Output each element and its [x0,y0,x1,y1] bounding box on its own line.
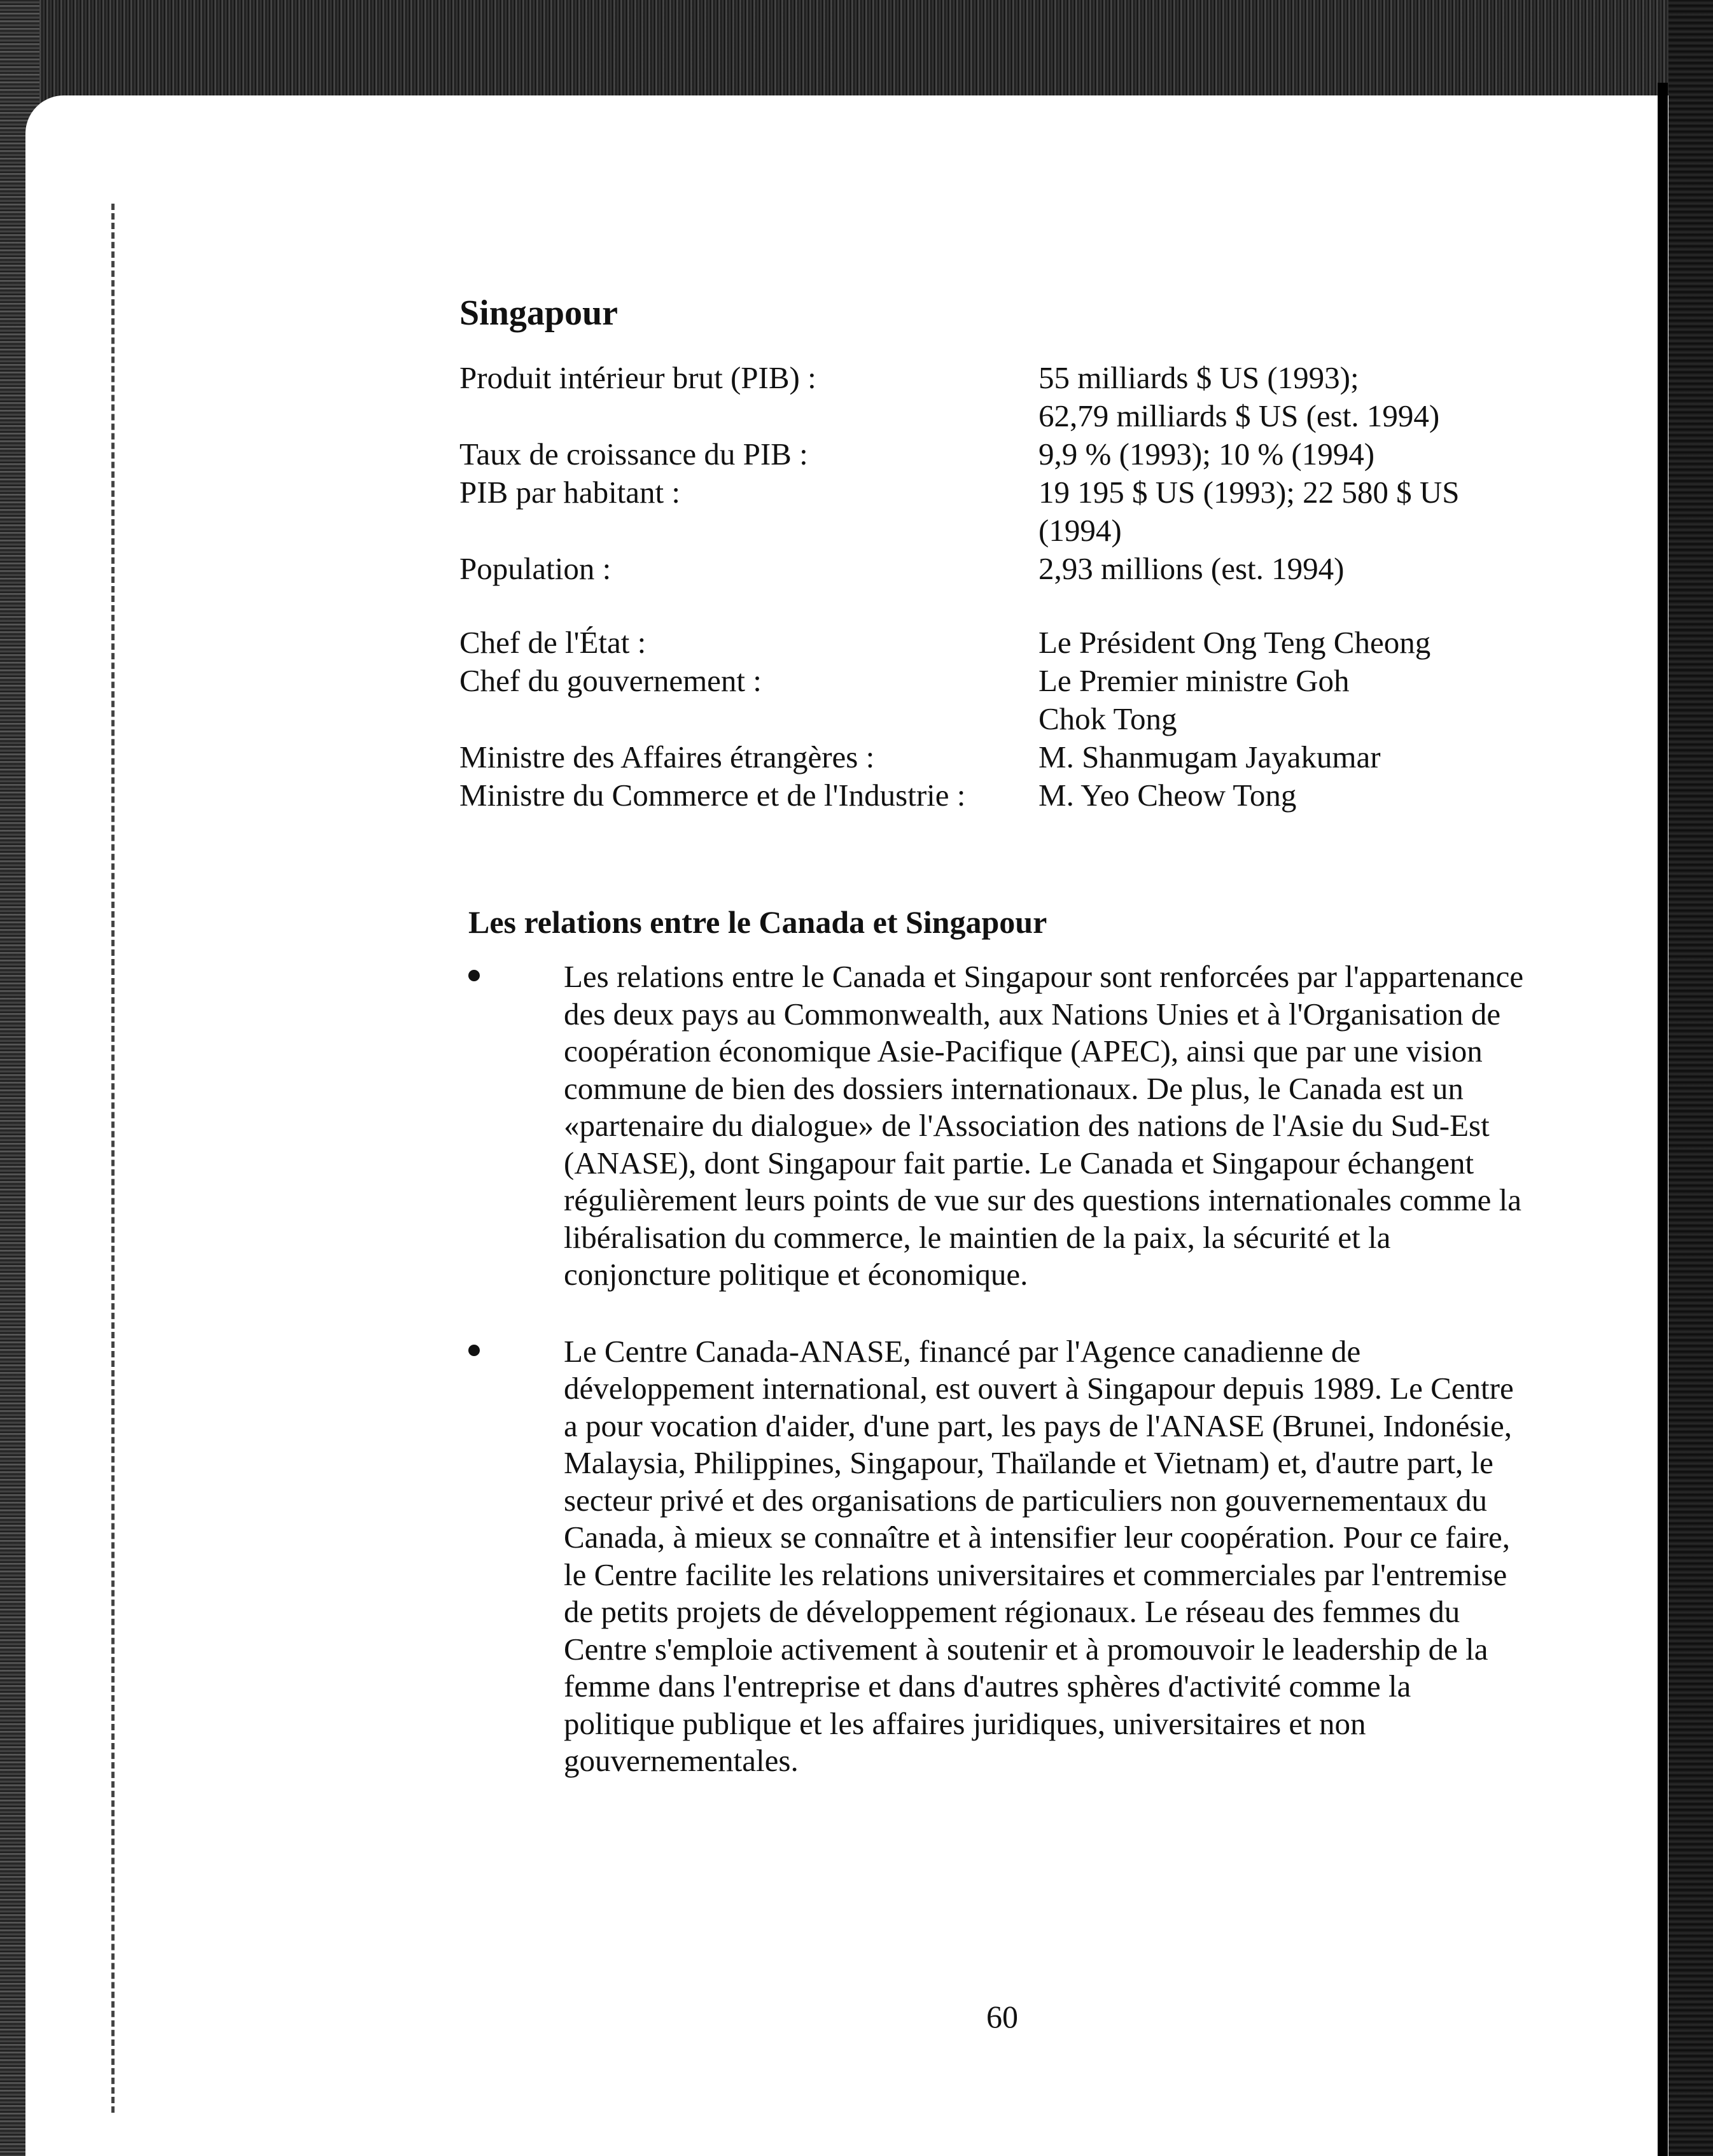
fact-label-population: Population : [459,551,612,586]
bullet-text: Le Centre Canada-ANASE, financé par l'Agence canadienne de développement international, est ouvert à Singapour depuis 1989. Le Centre a pour vocation d'aider, d'une part, les pays de l'ANASE (Brunei, Indonésie, Malaysia, Philippines, Singapour, Thaïlande et Vietnam) et, d'autre part, le secteur privé et des organisations de particuliers non gouvernementaux du Canada, à mieux se connaître et à intensifier leur coopération. Pour ce faire, le Centre facilite les relations universitaires et commerciales par l'entremise de petits projets de développement régionaux. Le réseau des femmes du Centre s'emploie activement à soutenir et à promouvoir le leadership de la femme dans l'entreprise et dans d'autres sphères d'activité comme la politique publique et les affaires juridiques, universitaires et non gouvernementales. [564,1333,1514,1778]
page-title: Singapour [459,293,618,333]
fact-label-trade-minister: Ministre du Commerce et de l'Industrie : [459,778,966,813]
list-item [459,958,1528,1294]
bullet-text: Les relations entre le Canada et Singapour sont renforcées par l'appartenance des deux pays au Commonwealth, aux Nations Unies et à l'Organisation de coopération économique Asie-Pacifique (APEC), ainsi que par une vision commune de bien des dossiers internationaux. De plus, le Canada est un «partenaire du dialogue» de l'Association des nations de l'Asie du Sud-Est (ANASE), dont Singapour fait partie. Le Canada et Singapour échangent régulièrement leurs points de vue sur des questions internationales comme la libéralisation du commerce, le maintien de la paix, la sécurité et la conjoncture politique et économique. [564,959,1524,1292]
binding-dashed-line [111,204,115,2113]
scan-border-top [0,0,1713,108]
fact-label-gdp-per-capita: PIB par habitant : [459,475,681,510]
page-right-edge [1658,83,1668,2156]
list-item [459,1333,1528,1780]
bullet-icon [468,970,480,981]
fact-label-head-of-government: Chef du gouvernement : [459,663,762,698]
fact-value-foreign-minister: M. Shanmugam Jayakumar [1038,739,1381,774]
country-facts-table [459,359,1528,815]
scan-border-right [1668,0,1713,2156]
fact-value-head-of-government: Le Premier ministre Goh Chok Tong [1038,663,1350,736]
fact-label-gdp-growth: Taux de croissance du PIB : [459,437,808,472]
fact-value-gdp-per-capita: 19 195 $ US (1993); 22 580 $ US (1994) [1038,475,1460,548]
page-number: 60 [986,1999,1018,2034]
fact-value-trade-minister: M. Yeo Cheow Tong [1038,778,1297,813]
fact-value-gdp: 55 milliards $ US (1993); 62,79 milliards $ US (est. 1994) [1038,360,1440,433]
fact-value-head-of-state: Le Président Ong Teng Cheong [1038,625,1431,660]
fact-label-head-of-state: Chef de l'État : [459,625,647,660]
section-heading: Les relations entre le Canada et Singapour [468,904,1047,940]
bullet-list [459,958,1528,1780]
fact-label-gdp: Produit intérieur brut (PIB) : [459,360,816,395]
fact-value-population: 2,93 millions (est. 1994) [1038,551,1345,586]
fact-label-foreign-minister: Ministre des Affaires étrangères : [459,739,875,774]
fact-value-gdp-growth: 9,9 % (1993); 10 % (1994) [1038,437,1375,472]
page-content [459,293,1528,1819]
bullet-icon [468,1345,480,1356]
